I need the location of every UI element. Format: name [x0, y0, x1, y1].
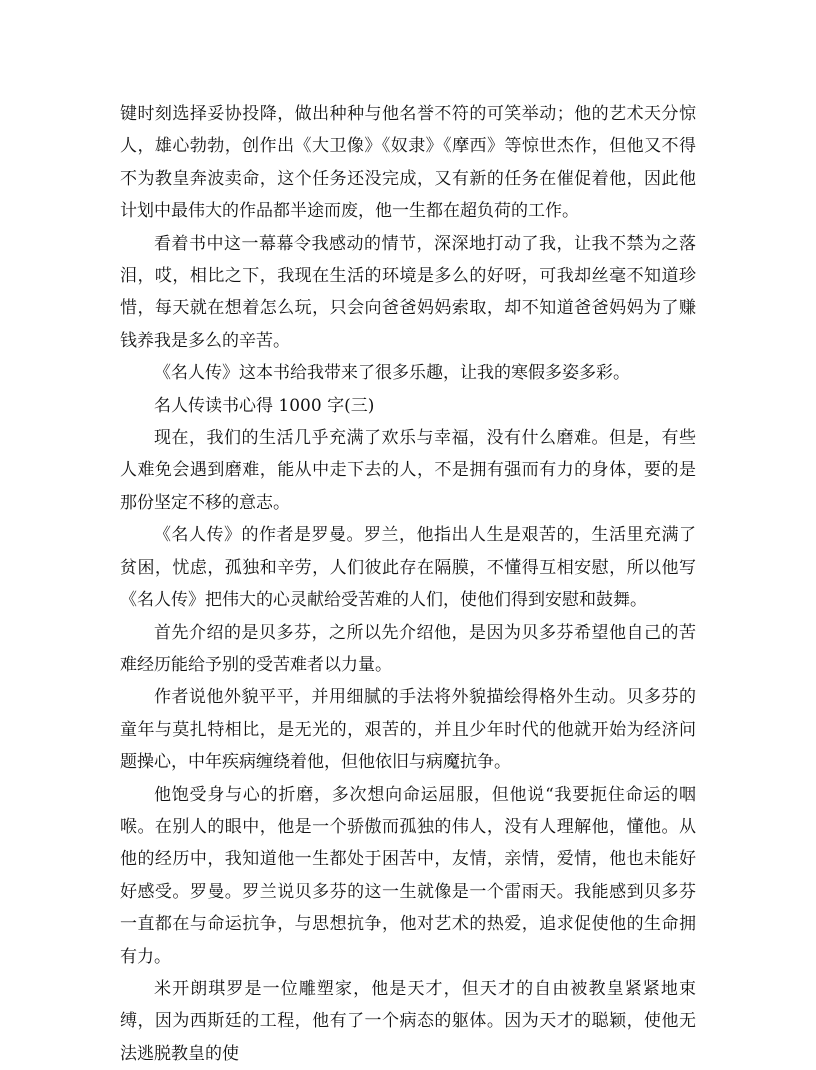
paragraph: 首先介绍的是贝多芬，之所以先介绍他，是因为贝多芬希望他自己的苦难经历能给予别的受苦难者以力量。	[120, 622, 696, 675]
document-body	[120, 98, 696, 1070]
paragraph-continuation: 键时刻选择妥协投降，做出种种与他名誉不符的可笑举动；他的艺术天分惊人，雄心勃勃，创作出《大卫像》《奴隶》《摩西》等惊世杰作，但他又不得不为教皇奔波卖命，这个任务还没完成，又有新的任务在催促着他，因此他计划中最伟大的作品都半途而废，他一生都在超负荷的工作。	[120, 104, 696, 222]
paragraph: 作者说他外貌平平，并用细腻的手法将外貌描绘得格外生动。贝多芬的童年与莫扎特相比，是无光的，艰苦的，并且少年时代的他就开始为经济问题操心，中年疾病缠绕着他，但他依旧与病魔抗争。	[120, 687, 696, 773]
paragraph: 看着书中这一幕幕令我感动的情节，深深地打动了我，让我不禁为之落泪，哎，相比之下，我现在生活的环境是多么的好呀，可我却丝毫不知道珍惜，每天就在想着怎么玩，只会向爸爸妈妈索取，却不知道爸爸妈妈为了赚钱养我是多么的辛苦。	[120, 233, 696, 351]
section-heading: 名人传读书心得 1000 字(三)	[154, 395, 375, 416]
paragraph: 《名人传》的作者是罗曼。罗兰，他指出人生是艰苦的，生活里充满了贫困，忧虑，孤独和辛劳，人们彼此存在隔膜，不懂得互相安慰，所以他写《名人传》把伟大的心灵献给受苦难的人们，使他们得到安慰和鼓舞。	[120, 525, 696, 611]
paragraph: 他饱受身与心的折磨，多次想向命运屈服，但他说“我要扼住命运的咽喉。在别人的眼中，他是一个骄傲而孤独的伟人，没有人理解他，懂他。从他的经历中，我知道他一生都处于困苦中，友情，亲情，爱情，他也未能好好感受。罗曼。罗兰说贝多芬的这一生就像是一个雷雨天。我能感到贝多芬一直都在与命运抗争，与思想抗争，他对艺术的热爱，追求促使他的生命拥有力。	[120, 784, 696, 967]
paragraph: 《名人传》这本书给我带来了很多乐趣，让我的寒假多姿多彩。	[154, 363, 630, 384]
paragraph: 现在，我们的生活几乎充满了欢乐与幸福，没有什么磨难。但是，有些人难免会遇到磨难，能从中走下去的人，不是拥有强而有力的身体，要的是那份坚定不移的意志。	[120, 428, 696, 513]
paragraph: 米开朗琪罗是一位雕塑家，他是天才，但天才的自由被教皇紧紧地束缚，因为西斯廷的工程，他有了一个病态的躯体。因为天才的聪颖，使他无法逃脱教皇的使	[120, 978, 696, 1064]
